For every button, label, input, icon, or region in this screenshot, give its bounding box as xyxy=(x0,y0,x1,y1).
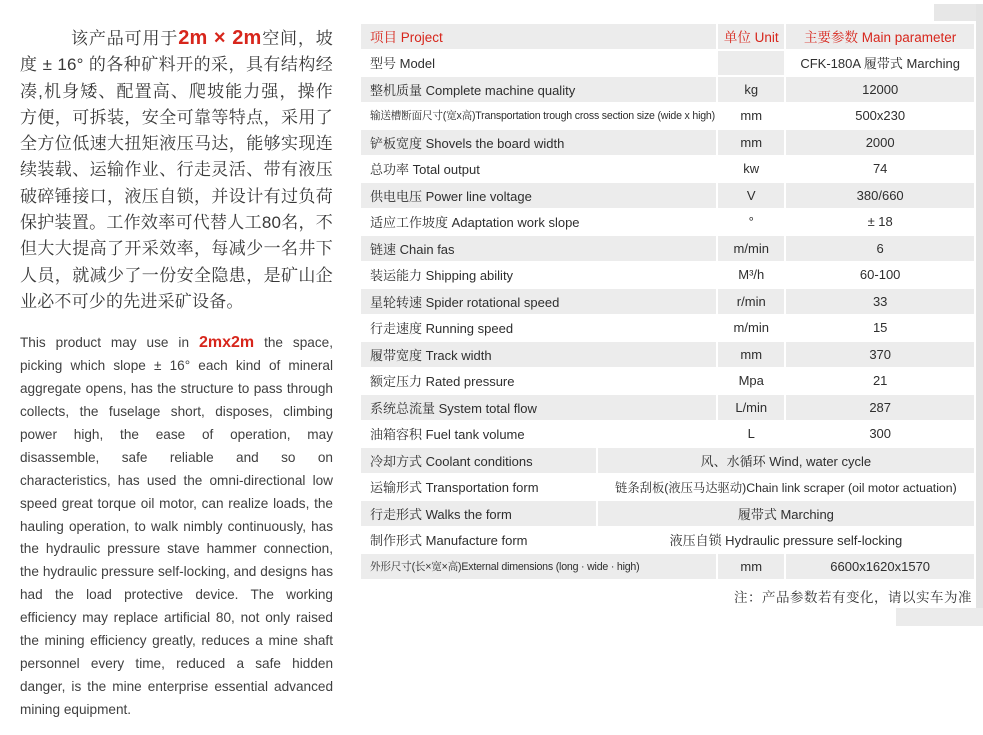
cn-highlight-2m: 2m × 2m xyxy=(178,27,262,49)
spec-value: 6 xyxy=(786,236,974,261)
table-row xyxy=(361,475,974,500)
table-row xyxy=(361,130,974,155)
spec-unit: Mpa xyxy=(718,369,784,394)
table-row xyxy=(361,554,974,579)
english-description xyxy=(20,332,333,721)
page-shading-bottom-right xyxy=(896,608,983,626)
spec-value: 287 xyxy=(786,395,974,420)
spec-label: 油箱容积 Fuel tank volume xyxy=(361,422,716,447)
spec-value: 33 xyxy=(786,289,974,314)
table-row xyxy=(361,501,974,526)
spec-value: 履带式 Marching xyxy=(598,501,974,526)
header-parameter: 主要参数 Main parameter xyxy=(786,24,974,49)
spec-unit: kg xyxy=(718,77,784,102)
table-row xyxy=(361,342,974,367)
table-row xyxy=(361,395,974,420)
spec-value: 74 xyxy=(786,157,974,182)
spec-unit: mm xyxy=(718,342,784,367)
spec-label: 链速 Chain fas xyxy=(361,236,716,261)
table-row xyxy=(361,104,974,129)
footnote: 注：产品参数若有变化，请以实车为准 xyxy=(734,590,972,605)
spec-label: 供电电压 Power line voltage xyxy=(361,183,716,208)
spec-unit: r/min xyxy=(718,289,784,314)
en-text-before: This product may use in xyxy=(20,335,199,351)
spec-label: 行走速度 Running speed xyxy=(361,316,716,341)
table-row xyxy=(361,422,974,447)
spec-label: 履带宽度 Track width xyxy=(361,342,716,367)
table-row xyxy=(361,77,974,102)
en-text-after: the space, picking which slope ± 16° each kind of mineral aggregate opens, has the structure to pass through collects, the fuselage short, disposes, climbing power high, the ease of operation, may disassemble, safe reliable and so on characteristics, has used the omni-directional low speed great torque oil motor, can realize loads, the hauling operation, to walk nimbly continuously, has the hydraulic pressure stave hammer connection, the hydraulic pressure self-locking, and designs has had the load protective device. The working efficiency may replace artificial 80, not only raised the mining efficiency greatly, reduces a mine shaft personnel every time, reduced a safe hidden danger, is the mine enterprise essential advanced mining equipment. xyxy=(20,335,333,717)
cn-text-after: 空间，坡度 ± 16° 的各种矿料开的采，具有结构经凑,机身矮、配置高、爬坡能力强，操作方便，可拆装，安全可靠等特点，采用了全方位低速大扭矩液压马达，能够实现连续装载、运输作业、行走灵活、带有液压破碎锤接口，液压自锁，并设计有过负荷保护装置。工作效率可代替人工80名，不但大大提高了开采效率，每减少一名井下人员，就减少了一份安全隐患，是矿山企业必不可少的先进采矿设备。 xyxy=(20,29,333,311)
spec-label: 星轮转速 Spider rotational speed xyxy=(361,289,716,314)
spec-value: 21 xyxy=(786,369,974,394)
spec-unit: V xyxy=(718,183,784,208)
spec-unit: mm xyxy=(718,130,784,155)
spec-unit: mm xyxy=(718,104,784,129)
spec-label: 外形尺寸(长×宽×高)External dimensions (long · wide · high) xyxy=(361,554,716,579)
chinese-description xyxy=(20,25,333,315)
spec-unit: M³/h xyxy=(718,263,784,288)
spec-label: 整机质量 Complete machine quality xyxy=(361,77,716,102)
spec-value: 链条刮板(液压马达驱动)Chain link scraper (oil motor actuation) xyxy=(598,475,974,500)
table-row xyxy=(361,263,974,288)
table-row xyxy=(361,528,974,553)
header-unit: 单位 Unit xyxy=(718,24,784,49)
en-highlight-2m: 2mx2m xyxy=(198,334,255,352)
spec-value: 6600x1620x1570 xyxy=(786,554,974,579)
spec-value: 15 xyxy=(786,316,974,341)
spec-label: 行走形式 Walks the form xyxy=(361,501,596,526)
spec-label: 制作形式 Manufacture form xyxy=(361,528,596,553)
table-row xyxy=(361,236,974,261)
spec-value: 500x230 xyxy=(786,104,974,129)
table-row xyxy=(361,369,974,394)
table-row xyxy=(361,448,974,473)
spec-unit: kw xyxy=(718,157,784,182)
page-shading-top-right xyxy=(934,4,976,21)
page-shading-right-edge xyxy=(976,4,983,616)
spec-label: 铲板宽度 Shovels the board width xyxy=(361,130,716,155)
spec-value: 60-100 xyxy=(786,263,974,288)
spec-unit: L xyxy=(718,422,784,447)
spec-label: 输送槽断面尺寸(宽x高)Transportation trough cross section size (wide x high) xyxy=(361,104,716,129)
spec-value: 2000 xyxy=(786,130,974,155)
spec-value: 370 xyxy=(786,342,974,367)
table-row xyxy=(361,210,974,235)
spec-value: 12000 xyxy=(786,77,974,102)
spec-unit xyxy=(718,51,784,76)
spec-label: 装运能力 Shipping ability xyxy=(361,263,716,288)
spec-value: 液压自锁 Hydraulic pressure self-locking xyxy=(598,528,974,553)
spec-label: 冷却方式 Coolant conditions xyxy=(361,448,596,473)
spec-value: 风、水循环 Wind, water cycle xyxy=(598,448,974,473)
table-row xyxy=(361,316,974,341)
spec-table-body xyxy=(361,51,974,579)
spec-value: 300 xyxy=(786,422,974,447)
cn-text-before: 该产品可用于 xyxy=(71,29,179,48)
spec-label: 运输形式 Transportation form xyxy=(361,475,596,500)
spec-unit: L/min xyxy=(718,395,784,420)
header-project: 项目 Project xyxy=(361,24,716,49)
spec-unit: m/min xyxy=(718,236,784,261)
spec-label: 总功率 Total output xyxy=(361,157,716,182)
spec-value: 380/660 xyxy=(786,183,974,208)
table-row xyxy=(361,289,974,314)
spec-label: 额定压力 Rated pressure xyxy=(361,369,716,394)
spec-unit: m/min xyxy=(718,316,784,341)
table-header-row xyxy=(361,24,974,49)
spec-label: 型号 Model xyxy=(361,51,716,76)
table-row xyxy=(361,183,974,208)
spec-unit: ° xyxy=(718,210,784,235)
spec-label: 系统总流量 System total flow xyxy=(361,395,716,420)
spec-table xyxy=(359,22,976,581)
table-row xyxy=(361,51,974,76)
spec-value: CFK-180A 履带式 Marching xyxy=(786,51,974,76)
spec-unit: mm xyxy=(718,554,784,579)
spec-label: 适应工作坡度 Adaptation work slope xyxy=(361,210,716,235)
table-row xyxy=(361,157,974,182)
spec-value: ± 18 xyxy=(786,210,974,235)
